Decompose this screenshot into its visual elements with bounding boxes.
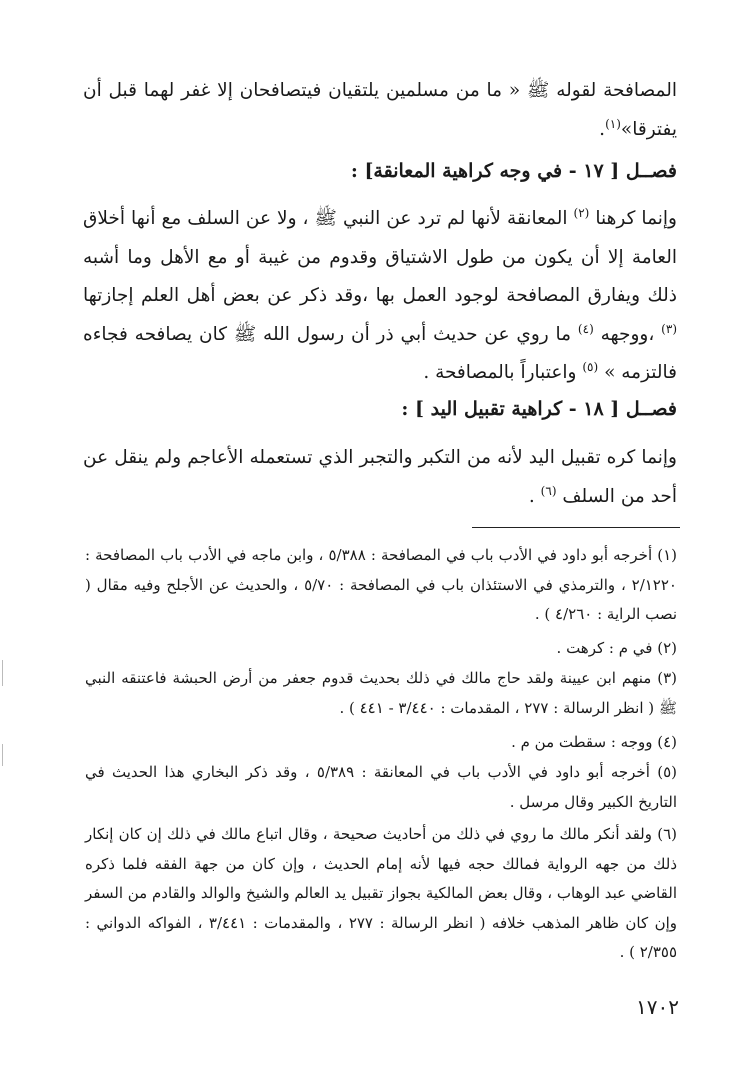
paragraph-3 xyxy=(83,439,677,516)
footnote-ref-2: (٢) xyxy=(573,205,590,220)
scan-edge-mark xyxy=(2,660,3,686)
paragraph-3-text: وإنما كره تقبيل اليد لأنه من التكبر والتجبر الذي تستعمله الأعاجم ولم ينقل عن أحد من السلف xyxy=(83,447,677,507)
footnote-ref-5: (٥) xyxy=(582,359,599,374)
paragraph-2-text-d: ما روي عن حديث أبي ذر أن رسول الله ﷺ كان يصافحه فجاءه فالتزمه » xyxy=(83,323,677,383)
footnote-4: (٤) ووجه : سقطت من م . xyxy=(511,733,677,751)
footnote-ref-1: (١) xyxy=(605,116,621,131)
footnote-1: (١) أخرجه أبو داود في الأدب باب في المصافحة : ٥/٣٨٨ ، وابن ماجه في الأدب باب المصافحة : ٢/١٢٢٠ ، والترمذي في الاستئذان باب في المصافحة : ٥/٧٠ ، والحديث عن الأجلح وفيه مقال ( نصب الراية : ٤/٢٦٠ ) . xyxy=(85,546,677,623)
footnote-2: (٢) في م : كرهت . xyxy=(556,639,677,657)
footnote-ref-6: (٦) xyxy=(540,483,557,498)
paragraph-2-text-e: واعتباراً بالمصافحة . xyxy=(423,362,577,383)
paragraph-2-text-a: وإنما كرهنا xyxy=(595,208,677,229)
footnote-3: (٣) منهم ابن عيينة ولقد حاج مالك في ذلك بحديث قدوم جعفر من أرض الحبشة فاعتنقه النبي ﷺ ( انظر الرسالة : ٢٧٧ ، المقدمات : ٣/٤٤٠ - ٤٤١ ) . xyxy=(85,669,677,717)
paragraph-3-end: . xyxy=(528,485,535,507)
paragraph-1: المصافحة لقوله ﷺ « ما من مسلمين يلتقيان فيتصافحان إلا غفر لهما قبل أن يفترقا»$^{(١)}$. xyxy=(83,80,677,140)
page-number: ١٧٠٢ xyxy=(636,995,679,1019)
footnote-5: (٥) أخرجه أبو داود في الأدب باب في المعانقة : ٥/٣٨٩ ، وقد ذكر البخاري هذا الحديث في التاريخ الكبير وقال مرسل . xyxy=(85,763,677,811)
paragraph-2-text-b: المعانقة لأنها لم ترد عن النبي ﷺ ، ولا عن السلف مع أنها أخلاق العامة إلا أن يكون من طول الاشتياق وقدوم من غيبة أو مع الأهل وما أشبه ذلك ويفارق المصافحة لوجود العمل بها ،وقد ذكر عن بعض أهل العلم إجازتها xyxy=(83,208,677,306)
paragraph-1-text: المصافحة لقوله ﷺ « ما من مسلمين يلتقيان فيتصافحان إلا غفر لهما قبل أن يفترقا» xyxy=(83,80,677,140)
footnote-separator xyxy=(472,527,680,528)
footnote-6: (٦) ولقد أنكر مالك ما روي في ذلك من أحاديث صحيحة ، وقال اتباع مالك في ذلك إن كان إنكار ذلك من جهه الرواية فمالك حجه فيها لأنه إمام الحديث ، وإن كان من جهة الفقه فلما ذكره القاضي عبد الوهاب ، وقال بعض المالكية بجواز تقبيل يد العالم والشيخ والوالد والقادم من السفر وإن كان ظاهر المذهب خلافه ( انظر الرسالة : ٢٧٧ ، والمقدمات : ٣/٤٤١ ، الفواكه الدواني : ٢/٣٥٥ ) . xyxy=(85,825,678,961)
scan-edge-mark xyxy=(2,744,3,766)
paragraph-2 xyxy=(83,200,677,393)
footnote-ref-3: (٣) xyxy=(661,321,677,336)
section-heading-18: فصــل [ ١٨ - كراهية تقبيل اليد ] : xyxy=(401,398,677,420)
footnote-ref-4: (٤) xyxy=(577,321,594,336)
paragraph-2-text-c: ،ووجهه xyxy=(600,323,655,345)
section-heading-17: فصــل [ ١٧ - في وجه كراهية المعانقة] : xyxy=(350,160,677,182)
